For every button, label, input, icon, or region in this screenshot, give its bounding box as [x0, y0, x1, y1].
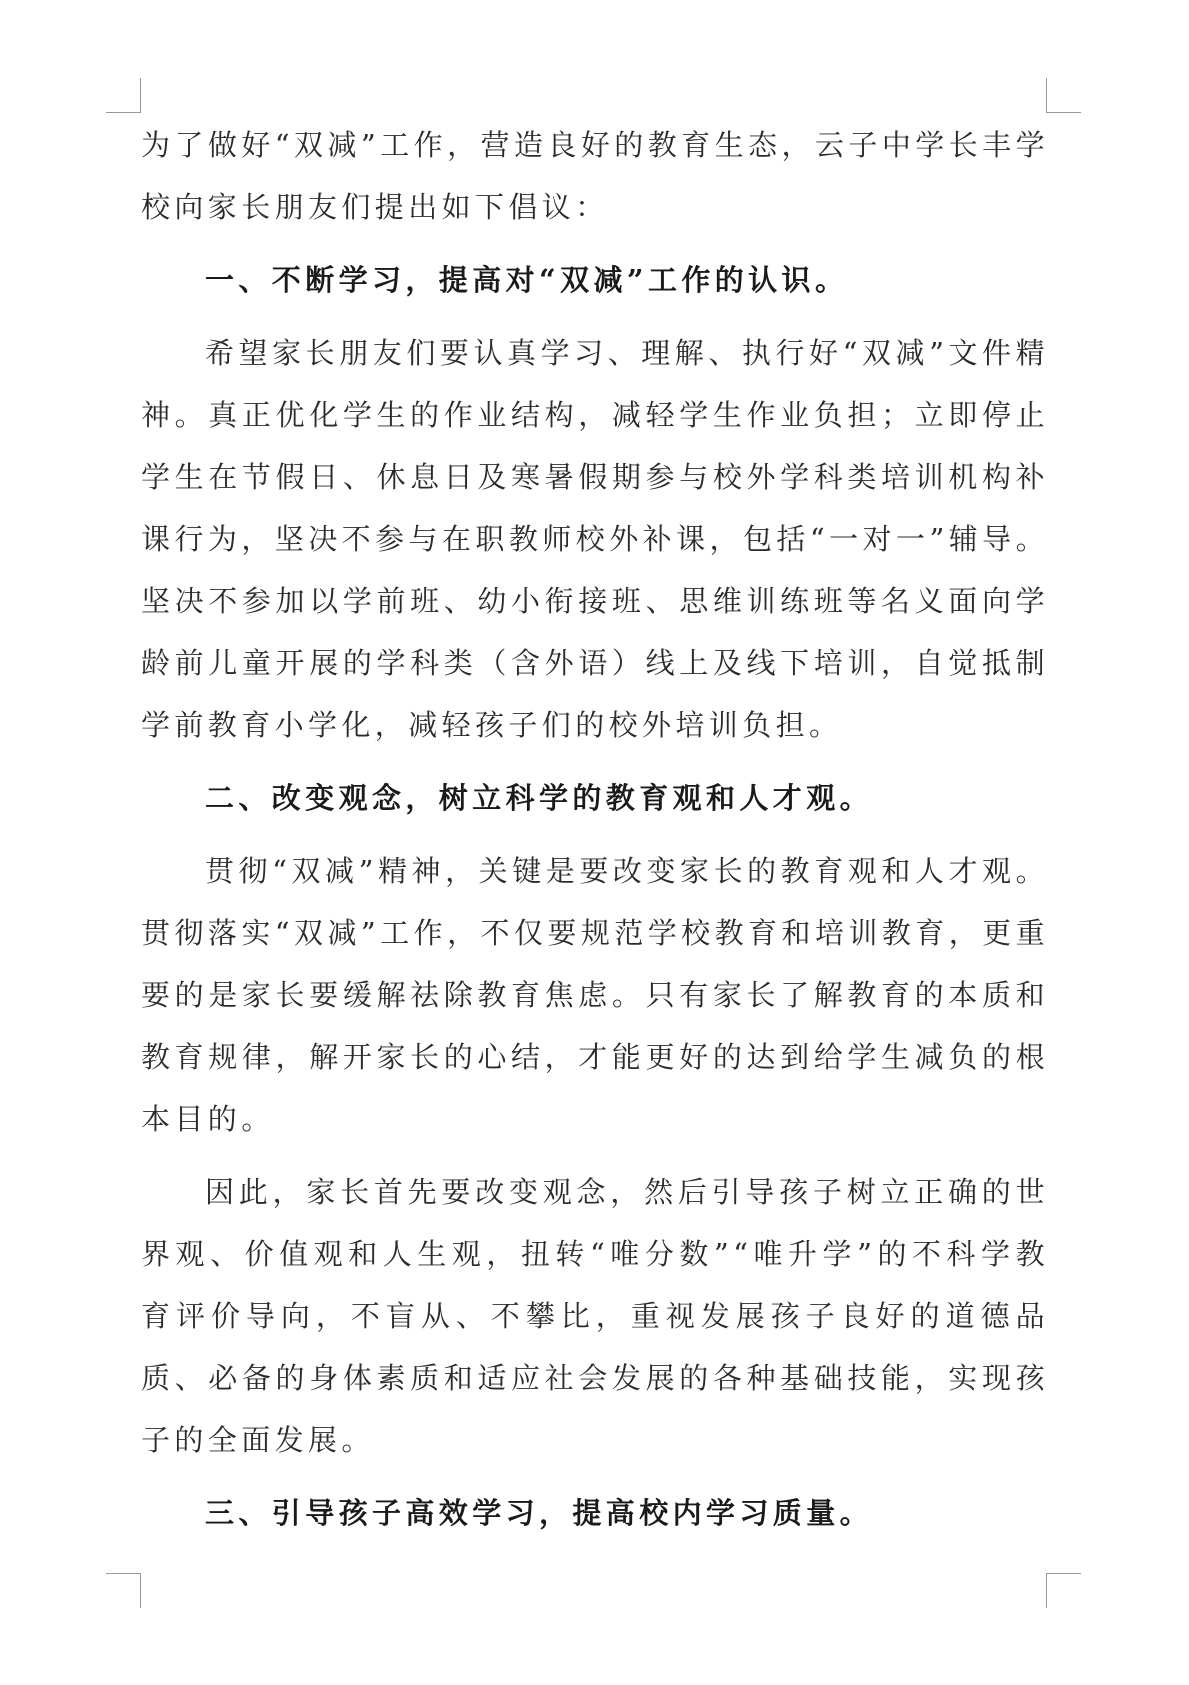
- section-2-paragraph-2: 因此，家长首先要改变观念，然后引导孩子树立正确的世界观、价值观和人生观，扭转“唯分数”“唯升学”的不科学教育评价导向，不盲从、不攀比，重视发展孩子良好的道德品质、必备的身体素质和适应社会发展的各种基础技能，实现孩子的全面发展。: [141, 1175, 1049, 1457]
- document-body: [141, 114, 1049, 1544]
- crop-mark-top-left-h: [106, 112, 141, 113]
- crop-mark-top-left-v: [140, 78, 141, 113]
- crop-mark-bottom-left-h: [106, 1573, 141, 1574]
- section-2-paragraph-1: 贯彻“双减”精神，关键是要改变家长的教育观和人才观。贯彻落实“双减”工作，不仅要规范学校教育和培训教育，更重要的是家长要缓解祛除教育焦虑。只有家长了解教育的本质和教育规律，解开家长的心结，才能更好的达到给学生减负的根本目的。: [141, 854, 1049, 1136]
- crop-mark-bottom-left-v: [140, 1573, 141, 1608]
- section-3-heading: 三、引导孩子高效学习，提高校内学习质量。: [205, 1496, 874, 1530]
- crop-mark-top-right-h: [1046, 112, 1081, 113]
- section-1-paragraph-1: 希望家长朋友们要认真学习、理解、执行好“双减”文件精神。真正优化学生的作业结构，减轻学生作业负担；立即停止学生在节假日、休息日及寒暑假期参与校外学科类培训机构补课行为，坚决不参与在职教师校外补课，包括“一对一”辅导。坚决不参加以学前班、幼小衔接班、思维训练班等名义面向学龄前儿童开展的学科类（含外语）线上及线下培训，自觉抵制学前教育小学化，减轻孩子们的校外培训负担。: [141, 336, 1049, 742]
- section-1-heading: 一、不断学习，提高对“双减”工作的认识。: [205, 263, 849, 297]
- crop-mark-bottom-right-h: [1046, 1573, 1081, 1574]
- crop-mark-bottom-right-v: [1046, 1573, 1047, 1608]
- crop-mark-top-right-v: [1046, 78, 1047, 113]
- section-2-heading: 二、改变观念，树立科学的教育观和人才观。: [205, 781, 874, 815]
- intro-paragraph: 为了做好“双减”工作，营造良好的教育生态，云子中学长丰学校向家长朋友们提出如下倡议：: [141, 128, 1049, 224]
